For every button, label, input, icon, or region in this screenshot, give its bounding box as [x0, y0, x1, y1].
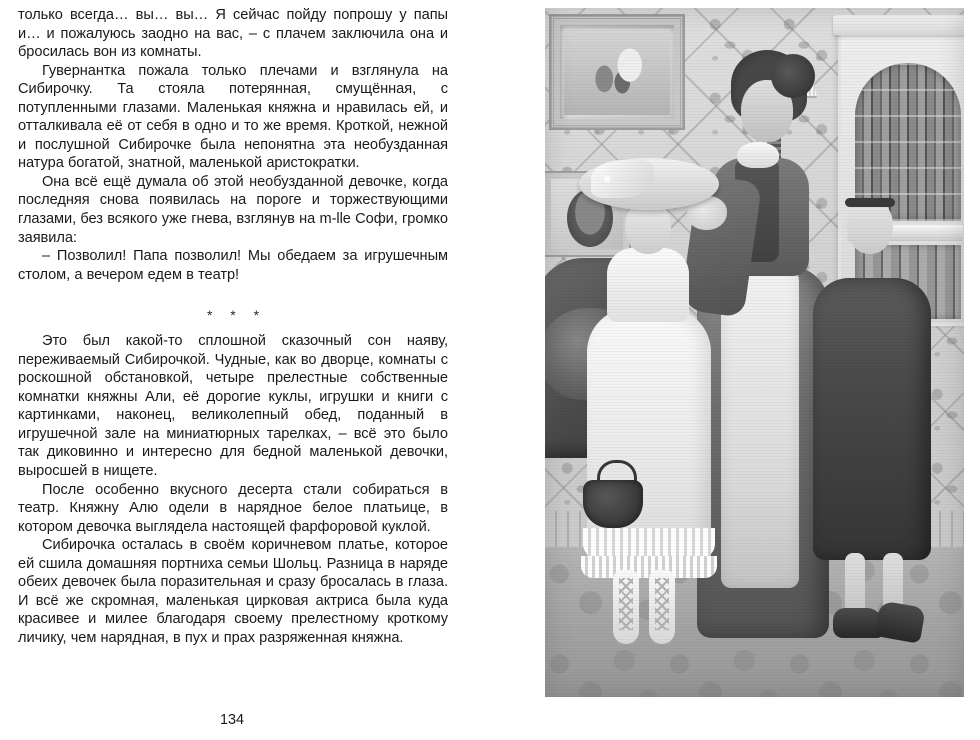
- paragraph: – Позволил! Папа позволил! Мы обедаем за игрушечным столом, а вечером едем в театр!: [18, 248, 448, 283]
- paragraph: Гувернантка пожала только плечами и взглянула на Сибирочку. Та стояла потерянная, смущённая, с потупленными глазами. Маленькая княжна и нравилась ей, и отталкивала её от себя в одно и то же время. Кроткой, нежной и послушной Сибирочке была непонятна эта необузданная натура богатой, знатной, маленькой аристократки.: [18, 62, 448, 172]
- paragraph: После особенно вкусного десерта стали собираться в театр. Княжну Алю одели в нарядное белое платьице, в котором девочка выглядела настоящей фарфоровой куклой.: [18, 481, 448, 535]
- paragraph: Она всё ещё думала об этой необузданной девочке, когда последняя снова появилась на пороге и торжествующими глазами, без всякого уже гнева, взглянув на m-lle Софи, громко заявила:: [18, 173, 448, 246]
- paragraph: только всегда… вы… вы… Я сейчас пойду попрошу у папы и… и пожалуюсь заодно на вас, – с плачем заключила она и бросилась вон из комнаты.: [18, 7, 448, 61]
- section-separator: * * *: [206, 307, 267, 324]
- paragraph: Сибирочка осталась в своём коричневом платье, которое ей сшила домашняя портниха семьи Шольц. Разница в наряде обеих девочек была поразительная и сразу бросалась в глаза. И всё же скромная, маленькая цирковая актриса была куда красивее и милее благодаря своему прелестному кроткому личику, чем нарядная, в пух и прах разряженная княжна.: [18, 537, 448, 646]
- painting-canvas: [564, 29, 670, 115]
- governess-hair-bun: [771, 54, 815, 98]
- girl-in-white-boot-left: [613, 570, 639, 644]
- beaded-purse: [583, 480, 643, 528]
- boot-laces: [619, 578, 633, 630]
- bookcase-cornice: [833, 15, 964, 35]
- chapter-illustration: [545, 8, 964, 697]
- paragraph: Это был какой-то сплошной сказочный сон наяву, переживаемый Сибирочкой. Чудные, как во дворце, комнаты с роскошной обстановкой, четыре прелестные собственные комнатки княжны Али, её дорогие куклы, игрушки и книги с картинками, наконец, великолепный обед, поданный в игрушечной зале на миниатюрных тарелках, – всё это было так диковинно и интересно для бедной маленькой девочки, выросшей в нищете.: [18, 333, 448, 480]
- girl-in-white-bodice: [607, 248, 689, 322]
- girl-in-dark-dress: [813, 278, 931, 560]
- girl-in-white-hat-bow: [591, 160, 653, 198]
- governess-collar: [737, 142, 779, 168]
- girl-in-dark-dress-shoe-right: [874, 600, 926, 643]
- girl-in-dark-dress-headband: [845, 198, 895, 207]
- framed-painting: [551, 16, 683, 128]
- girl-in-white-boot-right: [649, 570, 675, 644]
- spacer: [18, 284, 448, 298]
- page-number: 134: [219, 712, 244, 728]
- text-column: [18, 6, 448, 648]
- boot-laces: [655, 578, 669, 630]
- girl-in-white-flounce-upper: [583, 528, 715, 558]
